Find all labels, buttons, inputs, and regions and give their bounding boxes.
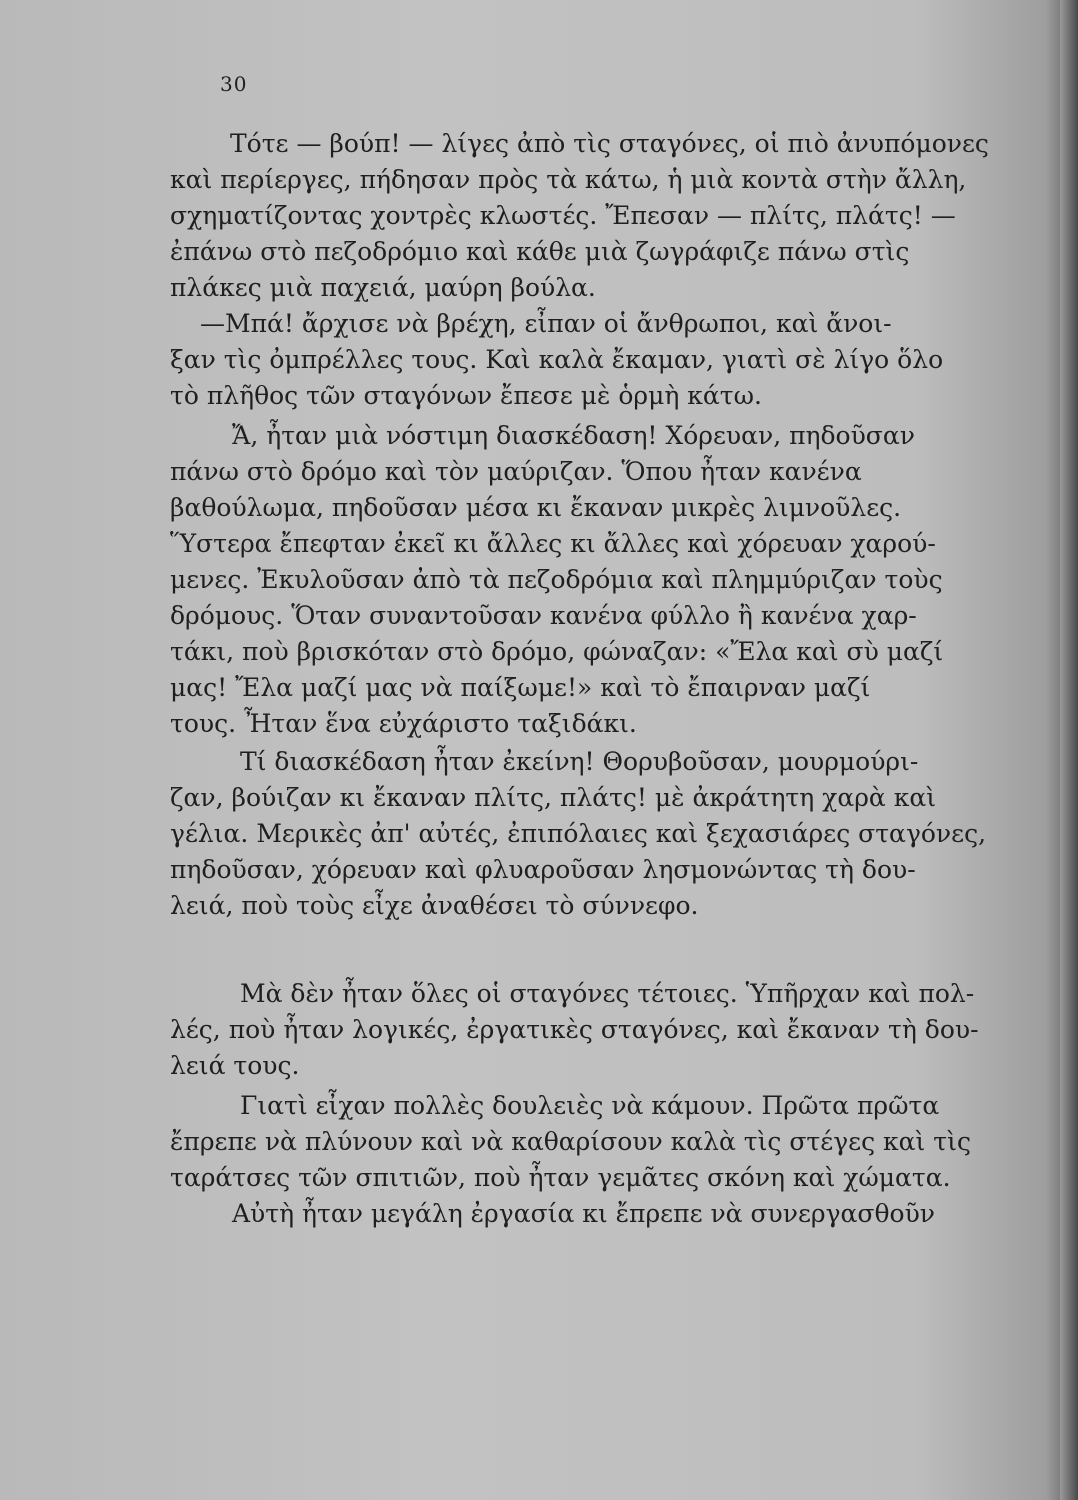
text-line: ἐπάνω στὸ πεζοδρόμιο καὶ κάθε μιὰ ζωγράφιζε πάνω στὶς	[170, 237, 910, 266]
text-line: —Μπά! ἄρχισε νὰ βρέχη, εἶπαν οἱ ἄνθρωποι, καὶ ἄνοι-	[200, 309, 892, 338]
text-line: ζαν, βούιζαν κι ἔκαναν πλίτς, πλάτς! μὲ ἀκράτητη χαρὰ καὶ	[170, 783, 937, 812]
text-line: πάνω στὸ δρόμο καὶ τὸν μαύριζαν. Ὅπου ἦταν κανένα	[170, 457, 862, 486]
text-line: Αὐτὴ ἦταν μεγάλη ἐργασία κι ἔπρεπε νὰ συνεργασθοῦν	[232, 1199, 935, 1228]
page-number: 30	[220, 72, 248, 96]
text-line: τάκι, ποὺ βρισκόταν στὸ δρόμο, φώναζαν: «Ἔλα καὶ σὺ μαζί	[170, 637, 944, 666]
text-line: ταράτσες τῶν σπιτιῶν, ποὺ ἦταν γεμᾶτες σκόνη καὶ χώματα.	[170, 1163, 951, 1192]
text-line: Ἄ, ἦταν μιὰ νόστιμη διασκέδαση! Χόρευαν, πηδοῦσαν	[232, 421, 915, 450]
text-line: Γιατὶ εἶχαν πολλὲς δουλειὲς νὰ κάμουν. Πρῶτα πρῶτα	[240, 1091, 940, 1120]
text-line: πηδοῦσαν, χόρευαν καὶ φλυαροῦσαν λησμονώντας τὴ δου-	[170, 855, 916, 884]
page-edge-shadow	[1060, 0, 1078, 1500]
text-line: γέλια. Μερικὲς ἀπ' αὐτές, ἐπιπόλαιες καὶ ξεχασιάρες σταγόνες,	[170, 819, 987, 848]
text-line: λές, ποὺ ἦταν λογικές, ἐργατικὲς σταγόνες, καὶ ἔκαναν τὴ δου-	[170, 1015, 979, 1044]
text-line: Μὰ δὲν ἦταν ὅλες οἱ σταγόνες τέτοιες. Ὑπῆρχαν καὶ πολ-	[240, 979, 975, 1008]
text-line: ξαν τὶς ὀμπρέλλες τους. Καὶ καλὰ ἔκαμαν, γιατὶ σὲ λίγο ὅλο	[170, 345, 944, 374]
text-line: τους. Ἦταν ἕνα εὐχάριστο ταξιδάκι.	[170, 709, 637, 738]
text-line: Τότε — βούπ! — λίγες ἀπὸ τὶς σταγόνες, οἱ πιὸ ἀνυπόμονες	[230, 129, 989, 158]
text-line: λειά τους.	[170, 1051, 300, 1080]
text-line: σχηματίζοντας χοντρὲς κλωστές. Ἔπεσαν — πλίτς, πλάτς! —	[170, 201, 956, 230]
text-line: ἔπρεπε νὰ πλύνουν καὶ νὰ καθαρίσουν καλὰ τὶς στέγες καὶ τὶς	[170, 1127, 971, 1156]
text-line: καὶ περίεργες, πήδησαν πρὸς τὰ κάτω, ἡ μιὰ κοντὰ στὴν ἄλλη,	[170, 165, 967, 194]
text-line: πλάκες μιὰ παχειά, μαύρη βούλα.	[170, 273, 596, 302]
text-line: τὸ πλῆθος τῶν σταγόνων ἔπεσε μὲ ὁρμὴ κάτω.	[170, 381, 762, 410]
text-line: βαθούλωμα, πηδοῦσαν μέσα κι ἔκαναν μικρὲς λιμνοῦλες.	[170, 493, 902, 522]
text-line: δρόμους. Ὅταν συναντοῦσαν κανένα φύλλο ἢ κανένα χαρ-	[170, 601, 917, 630]
text-line: λειά, ποὺ τοὺς εἶχε ἀναθέσει τὸ σύννεφο.	[170, 891, 699, 920]
text-line: Ὕστερα ἔπεφταν ἐκεῖ κι ἄλλες κι ἄλλες καὶ χόρευαν χαρού-	[170, 529, 936, 558]
text-line: μενες. Ἐκυλοῦσαν ἀπὸ τὰ πεζοδρόμια καὶ πλημμύριζαν τοὺς	[170, 565, 943, 594]
text-line: Τί διασκέδαση ἦταν ἐκείνη! Θορυβοῦσαν, μουρμούρι-	[240, 747, 919, 776]
text-line: μας! Ἔλα μαζί μας νὰ παίξωμε!» καὶ τὸ ἔπαιρναν μαζί	[170, 673, 871, 702]
